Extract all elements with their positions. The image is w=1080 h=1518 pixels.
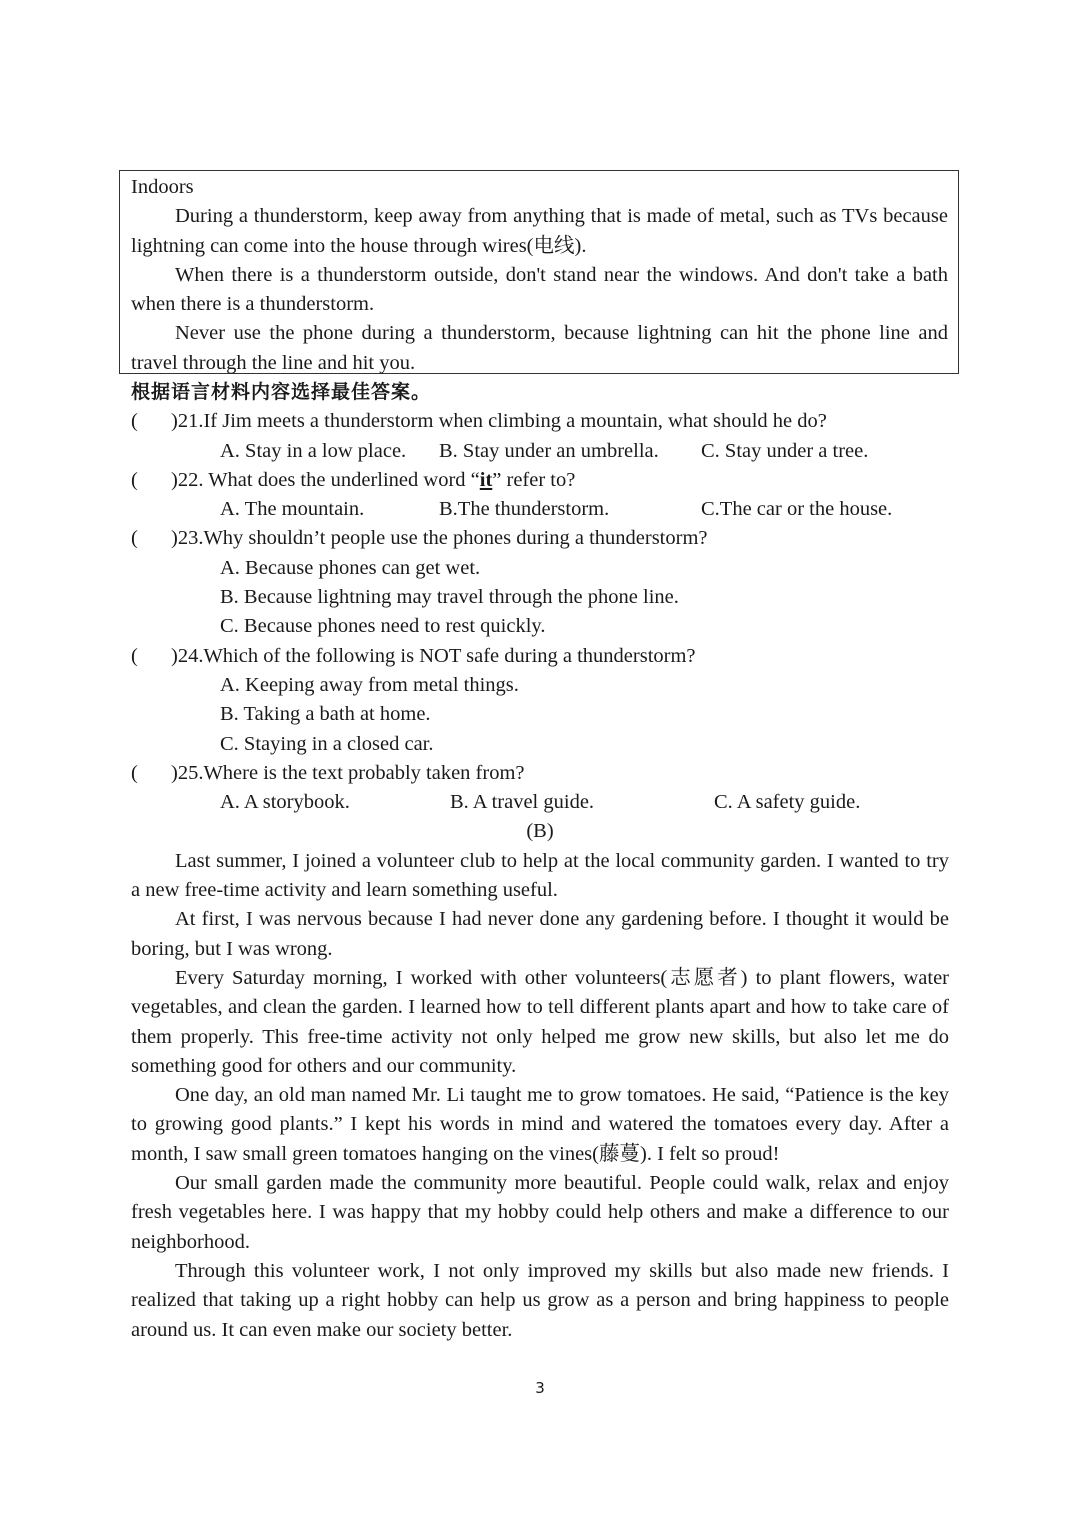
question-23 — [131, 524, 949, 553]
passage-b-paragraph: Last summer, I joined a volunteer club to help at the local community garden. I wanted to try a new free-time activity and learn something useful. — [131, 849, 949, 902]
section-title: Indoors — [131, 176, 194, 198]
options-row — [131, 437, 949, 466]
answer-blank[interactable]: ( — [131, 468, 138, 491]
option-a: A. The mountain. — [220, 498, 365, 521]
passage-a-box — [119, 170, 959, 374]
option-a: A. A storybook. — [220, 791, 350, 814]
question-stem — [171, 466, 575, 495]
option-a: A. Keeping away from metal things. — [220, 673, 519, 696]
answer-blank[interactable]: ( — [131, 410, 138, 433]
passage-b-paragraph: Our small garden made the community more beautiful. People could walk, relax and enjoy fresh vegetables here. I was happy that my hobby could help others and make a difference to our neighborhood. — [131, 1172, 949, 1253]
question-stem: )24.Which of the following is NOT safe during a thunderstorm? — [171, 644, 696, 667]
passage-b-paragraph: Through this volunteer work, I not only improved my skills but also made new friends. I realized that taking up a right hobby can help us grow as a person and bring happiness to people around us. It can even make our society better. — [131, 1259, 949, 1341]
question-25 — [131, 759, 949, 788]
option-a: A. Because phones can get wet. — [220, 556, 481, 579]
options-row — [131, 788, 949, 817]
option-c: C.The car or the house. — [701, 498, 893, 521]
answer-blank[interactable]: ( — [131, 644, 138, 667]
option-c: C. Staying in a closed car. — [220, 732, 434, 755]
passage-b-paragraph: Every Saturday morning, I worked with other volunteers(志愿者) to plant flowers, water vegetables, and clean the garden. I learned how to tell different plants apart and how to take care of them properly. This free-time activity not only helped me grow new skills, but also let me do something good for others and our community. — [131, 966, 949, 1077]
question-stem: )25.Where is the text probably taken from? — [171, 761, 525, 784]
answer-blank[interactable]: ( — [131, 527, 138, 550]
underlined-word: it — [479, 468, 493, 491]
option-b: B. Because lightning may travel through the phone line. — [220, 586, 679, 609]
passage-b-label: (B) — [526, 820, 554, 843]
question-stem-part: )22. What does the underlined word “ — [171, 468, 480, 491]
option-b: B. Taking a bath at home. — [220, 703, 431, 726]
question-stem-part: ” refer to? — [492, 468, 576, 491]
passage-a-paragraph: When there is a thunderstorm outside, don't stand near the windows. And don't take a bath when there is a thunderstorm. — [131, 263, 948, 316]
answer-blank[interactable]: ( — [131, 761, 138, 784]
option-b: B.The thunderstorm. — [439, 498, 610, 521]
option-c: C. Because phones need to rest quickly. — [220, 615, 546, 638]
question-24 — [131, 642, 949, 671]
question-section — [131, 378, 949, 1345]
question-stem: )21.If Jim meets a thunderstorm when climbing a mountain, what should he do? — [171, 410, 827, 433]
option-c: C. Stay under a tree. — [701, 439, 869, 462]
passage-a-paragraph: Never use the phone during a thunderstorm, because lightning can hit the phone line and travel through the line and hit you. — [131, 322, 948, 374]
page-number: 3 — [535, 1379, 545, 1397]
option-b: B. Stay under an umbrella. — [439, 439, 659, 462]
passage-a-paragraph: During a thunderstorm, keep away from anything that is made of metal, such as TVs because lightning can come into the house through wires(电线). — [131, 205, 948, 257]
option-a: A. Stay in a low place. — [220, 439, 407, 462]
instruction-heading: 根据语言材料内容选择最佳答案。 — [131, 381, 432, 403]
option-b: B. A travel guide. — [450, 791, 595, 814]
passage-b-paragraph: One day, an old man named Mr. Li taught me to grow tomatoes. He said, “Patience is the key to growing good plants.” I kept his words in mind and watered the tomatoes every day. After a month, I saw small green tomatoes hanging on the vines(藤蔓). I felt so proud! — [131, 1084, 949, 1165]
option-c: C. A safety guide. — [714, 791, 861, 814]
options-row — [131, 495, 949, 524]
question-21 — [131, 407, 949, 436]
question-22 — [131, 466, 949, 495]
question-stem: )23.Why shouldn’t people use the phones during a thunderstorm? — [171, 527, 708, 550]
passage-b-paragraph: At first, I was nervous because I had never done any gardening before. I thought it would be boring, but I was wrong. — [131, 908, 949, 960]
